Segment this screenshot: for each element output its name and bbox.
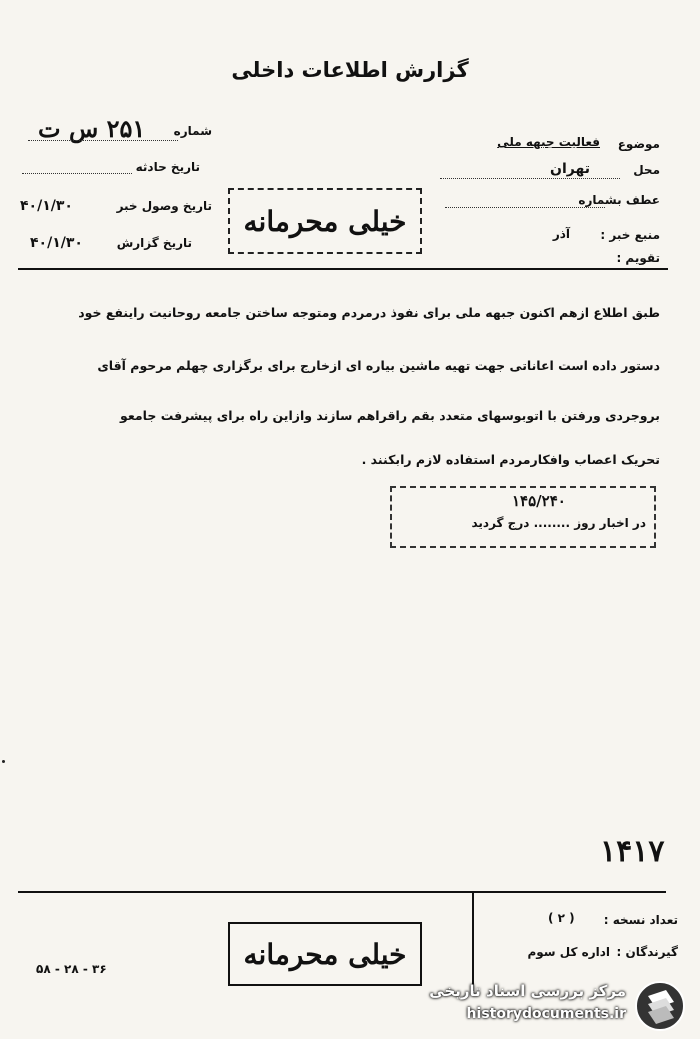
source-value: آذر [552,227,570,241]
body-line-2: دستور داده است اعاناتی جهت تهیه ماشین بیاره ای ازخارج برای برگزاری چهلم مرحوم آقای [97,358,660,373]
subject-value: فعالیت جبهه ملی [497,135,600,149]
body-line-3: بروجردی ورفتن با اتوبوسهای متعدد بقم راقراهم سازند وازاین راه برای پیشرفت جامعو [120,408,660,423]
recipients-value: اداره کل سوم [527,945,610,959]
place-value: تهران [550,161,590,177]
subject-label: موضوع [617,137,660,151]
classification-stamp-top-text: خیلی محرمانه [243,204,407,238]
attachment-label: عطف بشماره [578,193,660,207]
source-label: منبع خبر : [600,228,660,242]
incident-date-dotline [22,173,132,174]
form-code: ۳۶ - ۲۸ - ۵۸ [36,962,107,976]
report-date-value: ۴۰/۱/۳۰ [30,235,83,251]
received-stamp-line: در اخبار روز ........ درج گردید [471,516,646,530]
copies-value: ( ۲ ) [548,911,575,925]
evaluation-label: تقویم : [616,251,660,265]
incident-date-label: تاریخ حادثه [135,160,200,174]
body-line-1: طبق اطلاع ازهم اکنون جبهه ملی برای نفوذ درمردم ومتوجه ساختن جامعه روحانیت راینفع خود [78,305,660,320]
received-stamp-number: ۱۴۵/۲۴۰ [512,492,566,510]
body-line-4: تحریک اعصاب وافکارمردم استفاده لازم رابکنند . [361,452,660,467]
copies-label: تعداد نسخه : [603,913,678,927]
number-value: ۲۵۱ س ت [38,114,146,143]
document-title: گزارش اطلاعات داخلی [231,58,469,82]
watermark [420,980,690,1032]
place-label: محل [633,163,660,177]
scan-speck [2,760,5,763]
place-dotline [440,178,620,179]
archive-logo-icon [634,980,686,1032]
news-receipt-label: تاریخ وصول خبر [116,199,212,213]
header-divider [18,268,668,270]
watermark-line1: مرکز بررسی اسناد تاریخی [429,982,626,1000]
received-stamp [390,486,656,548]
recipients-label: گیرندگان : [616,945,678,959]
handwritten-number: ۱۴۱۷ [600,834,665,869]
number-label: شماره [173,124,212,138]
classification-stamp-bottom-text: خیلی محرمانه [243,937,407,971]
news-receipt-value: ۴۰/۱/۳۰ [20,198,73,214]
report-date-label: تاریخ گزارش [116,236,192,250]
footer-divider [18,891,666,893]
number-dotline [28,140,178,141]
classification-stamp-top [228,188,422,254]
attachment-dotline [445,207,605,208]
classification-stamp-bottom [228,922,422,986]
footer-vertical-divider [472,891,474,991]
watermark-line2: historydocuments.ir [466,1006,626,1022]
